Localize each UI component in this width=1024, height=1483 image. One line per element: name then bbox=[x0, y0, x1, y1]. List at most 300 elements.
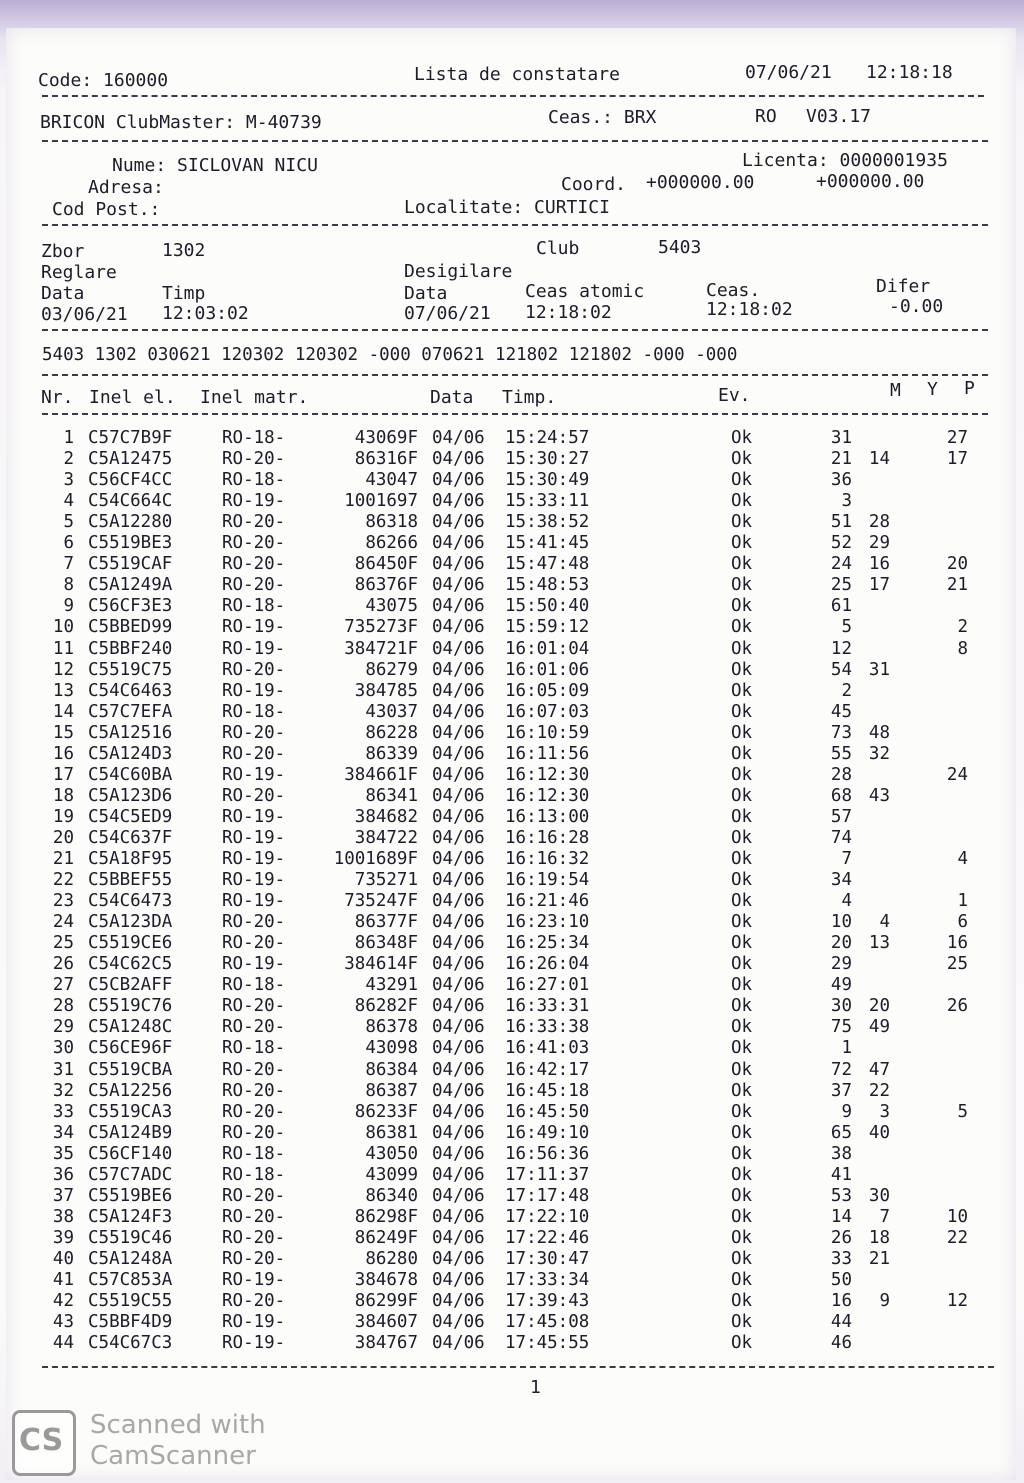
ring-number: 86376F bbox=[354, 575, 418, 596]
row-number: 2 bbox=[63, 449, 74, 470]
arrival-time: 16:11:56 bbox=[505, 743, 590, 764]
table-row bbox=[0, 786, 1000, 807]
rank-m: 45 bbox=[830, 701, 852, 722]
arrival-time: 16:12:30 bbox=[505, 785, 590, 806]
table-row bbox=[0, 596, 1000, 617]
clock-type: Ceas.: BRX bbox=[548, 107, 657, 128]
table-row bbox=[0, 702, 1000, 723]
table-row bbox=[0, 1081, 1000, 1102]
electronic-ring: C5A12280 bbox=[88, 512, 173, 533]
ring-number: 86249F bbox=[354, 1227, 418, 1248]
table-row bbox=[0, 912, 1000, 933]
electronic-ring: C57C853A bbox=[88, 1270, 173, 1290]
electronic-ring: C54C62C5 bbox=[88, 954, 173, 975]
table-row bbox=[0, 975, 1000, 996]
electronic-ring: C54C637F bbox=[88, 827, 173, 848]
row-number: 29 bbox=[52, 1017, 74, 1038]
camscanner-logo: CS bbox=[12, 1410, 76, 1476]
setting-date: 03/06/21 bbox=[41, 304, 128, 325]
rank-m: 31 bbox=[830, 428, 852, 448]
electronic-ring: C54C67C3 bbox=[88, 1333, 173, 1354]
table-row bbox=[0, 512, 1000, 533]
rank-m: 3 bbox=[841, 491, 852, 512]
rank-m: 52 bbox=[830, 533, 852, 554]
electronic-ring: C5519C76 bbox=[88, 996, 173, 1017]
table-row bbox=[0, 1123, 1000, 1144]
rank-m: 10 bbox=[830, 912, 852, 933]
rank-m: 28 bbox=[830, 764, 852, 785]
row-number: 24 bbox=[52, 912, 74, 933]
event-status: Ok bbox=[731, 743, 753, 764]
ring-number: 86280 bbox=[365, 1248, 418, 1269]
event-status: Ok bbox=[731, 996, 753, 1017]
electronic-ring: C5A123DA bbox=[88, 912, 173, 933]
electronic-ring: C5BBF240 bbox=[88, 638, 173, 659]
rank-m: 1 bbox=[841, 1038, 852, 1059]
divider bbox=[42, 329, 988, 331]
electronic-ring: C5BBF4D9 bbox=[88, 1312, 173, 1333]
divider bbox=[42, 224, 988, 226]
ring-prefix: RO-20- bbox=[222, 533, 286, 554]
rank-y: 47 bbox=[868, 1059, 890, 1080]
row-number: 10 bbox=[52, 617, 74, 638]
rank-y: 32 bbox=[868, 743, 890, 764]
ring-prefix: RO-20- bbox=[222, 512, 286, 533]
rank-m: 26 bbox=[830, 1227, 852, 1248]
divider bbox=[42, 1366, 994, 1368]
rank-p: 1 bbox=[957, 891, 968, 912]
ring-number: 86298F bbox=[354, 1206, 418, 1227]
col-data: Data bbox=[430, 387, 474, 408]
rank-m: 21 bbox=[830, 449, 852, 470]
rank-m: 30 bbox=[830, 996, 852, 1017]
rank-m: 61 bbox=[830, 596, 852, 617]
rank-y: 31 bbox=[868, 659, 890, 680]
arrival-time: 16:21:46 bbox=[505, 891, 590, 912]
rank-m: 34 bbox=[830, 870, 852, 891]
row-number: 11 bbox=[52, 638, 74, 659]
event-status: Ok bbox=[731, 1333, 753, 1354]
ring-number: 86378 bbox=[365, 1017, 418, 1038]
arrival-time: 16:27:01 bbox=[505, 975, 590, 996]
rank-m: 33 bbox=[830, 1248, 852, 1269]
ring-prefix: RO-19- bbox=[222, 1333, 286, 1354]
col-ev: Ev. bbox=[718, 385, 751, 406]
arrival-time: 15:30:49 bbox=[505, 470, 590, 491]
ring-prefix: RO-20- bbox=[222, 933, 286, 954]
table-row bbox=[0, 723, 1000, 744]
ring-number: 86348F bbox=[354, 933, 418, 954]
ring-prefix: RO-20- bbox=[222, 1122, 286, 1143]
arrival-time: 15:33:11 bbox=[505, 491, 590, 512]
arrival-time: 15:50:40 bbox=[505, 596, 590, 617]
locality: Localitate: CURTICI bbox=[404, 197, 610, 218]
arrival-date: 04/06 bbox=[432, 1206, 485, 1227]
event-status: Ok bbox=[731, 891, 753, 912]
rank-p: 26 bbox=[946, 996, 968, 1017]
col-inel-matr: Inel matr. bbox=[200, 387, 309, 408]
table-row bbox=[0, 1017, 1000, 1038]
arrival-time: 17:30:47 bbox=[505, 1248, 590, 1269]
row-number: 33 bbox=[52, 1101, 74, 1122]
atomic-clock-time: 12:18:02 bbox=[525, 302, 612, 323]
row-number: 37 bbox=[52, 1185, 74, 1206]
electronic-ring: C54C6463 bbox=[88, 680, 173, 701]
event-status: Ok bbox=[731, 764, 753, 785]
arrival-date: 04/06 bbox=[432, 975, 485, 996]
row-number: 40 bbox=[52, 1248, 74, 1269]
table-row bbox=[0, 1228, 1000, 1249]
club-number: 5403 bbox=[658, 237, 702, 258]
arrival-date: 04/06 bbox=[432, 1017, 485, 1038]
rank-p: 5 bbox=[957, 1101, 968, 1122]
ring-prefix: RO-18- bbox=[222, 470, 286, 491]
ring-number: 86341 bbox=[365, 785, 418, 806]
encoded-flight-line: 5403 1302 030621 120302 120302 -000 070621 121802 121802 -000 -000 bbox=[42, 345, 738, 365]
arrival-time: 16:13:00 bbox=[505, 806, 590, 827]
event-status: Ok bbox=[731, 1101, 753, 1122]
table-row bbox=[0, 1165, 1000, 1186]
electronic-ring: C5A124F3 bbox=[88, 1206, 173, 1227]
ring-number: 1001689F bbox=[333, 849, 418, 869]
arrival-time: 16:19:54 bbox=[505, 870, 590, 891]
row-number: 19 bbox=[52, 806, 74, 827]
row-number: 4 bbox=[63, 491, 74, 512]
table-row bbox=[0, 681, 1000, 702]
event-status: Ok bbox=[731, 806, 753, 827]
row-number: 7 bbox=[63, 554, 74, 575]
row-number: 15 bbox=[52, 722, 74, 743]
arrival-date: 04/06 bbox=[432, 785, 485, 806]
arrival-time: 15:59:12 bbox=[505, 617, 590, 638]
table-row bbox=[0, 660, 1000, 681]
row-number: 36 bbox=[52, 1164, 74, 1185]
ring-number: 384722 bbox=[354, 827, 418, 848]
rank-m: 16 bbox=[830, 1291, 852, 1312]
rank-m: 55 bbox=[830, 743, 852, 764]
arrival-date: 04/06 bbox=[432, 870, 485, 891]
table-row bbox=[0, 849, 1000, 870]
rank-p: 6 bbox=[957, 912, 968, 933]
electronic-ring: C5A1248A bbox=[88, 1248, 173, 1269]
ring-prefix: RO-19- bbox=[222, 638, 286, 659]
country-code: RO bbox=[755, 106, 777, 127]
row-number: 22 bbox=[52, 870, 74, 891]
rank-y: 43 bbox=[868, 785, 890, 806]
event-status: Ok bbox=[731, 638, 753, 659]
arrival-date: 04/06 bbox=[432, 596, 485, 617]
ring-number: 43098 bbox=[365, 1038, 418, 1059]
rank-y: 14 bbox=[868, 449, 890, 470]
atomic-clock-label: Ceas atomic bbox=[525, 281, 645, 302]
arrival-date: 04/06 bbox=[432, 1122, 485, 1143]
rank-y: 20 bbox=[868, 996, 890, 1017]
table-row bbox=[0, 617, 1000, 638]
rank-y: 29 bbox=[868, 533, 890, 554]
electronic-ring: C5A18F95 bbox=[88, 849, 173, 869]
rank-m: 54 bbox=[830, 659, 852, 680]
row-number: 18 bbox=[52, 785, 74, 806]
ring-number: 384607 bbox=[354, 1312, 418, 1333]
row-number: 8 bbox=[63, 575, 74, 596]
table-row bbox=[0, 491, 1000, 512]
table-row bbox=[0, 1270, 1000, 1291]
print-date: 07/06/21 bbox=[745, 62, 832, 83]
clock-label: Ceas. bbox=[706, 280, 761, 301]
arrival-time: 15:41:45 bbox=[505, 533, 590, 554]
ring-number: 43075 bbox=[365, 596, 418, 617]
table-row bbox=[0, 1038, 1000, 1059]
ring-number: 86450F bbox=[354, 554, 418, 575]
rank-m: 4 bbox=[841, 891, 852, 912]
event-status: Ok bbox=[731, 1017, 753, 1038]
rank-m: 20 bbox=[830, 933, 852, 954]
ring-number: 86340 bbox=[365, 1185, 418, 1206]
ring-prefix: RO-19- bbox=[222, 827, 286, 848]
table-row bbox=[0, 1291, 1000, 1312]
row-number: 30 bbox=[52, 1038, 74, 1059]
table-row bbox=[0, 765, 1000, 786]
rank-p: 21 bbox=[946, 575, 968, 596]
event-status: Ok bbox=[731, 554, 753, 575]
ring-number: 384661F bbox=[344, 764, 418, 785]
event-status: Ok bbox=[731, 659, 753, 680]
ring-number: 43291 bbox=[365, 975, 418, 996]
arrival-date: 04/06 bbox=[432, 680, 485, 701]
col-y: Y bbox=[927, 379, 938, 400]
rank-p: 20 bbox=[946, 554, 968, 575]
col-nr: Nr. bbox=[41, 387, 74, 408]
event-status: Ok bbox=[731, 1312, 753, 1333]
event-status: Ok bbox=[731, 722, 753, 743]
event-status: Ok bbox=[731, 470, 753, 491]
ring-number: 43037 bbox=[365, 701, 418, 722]
firmware-version: V03.17 bbox=[806, 106, 872, 127]
row-number: 25 bbox=[52, 933, 74, 954]
ring-prefix: RO-20- bbox=[222, 912, 286, 933]
table-row bbox=[0, 639, 1000, 660]
arrival-date: 04/06 bbox=[432, 1291, 485, 1312]
ring-number: 735273F bbox=[344, 617, 418, 638]
electronic-ring: C5A12516 bbox=[88, 722, 173, 743]
event-status: Ok bbox=[731, 870, 753, 891]
electronic-ring: C5519CAF bbox=[88, 554, 173, 575]
ring-number: 86384 bbox=[365, 1059, 418, 1080]
arrival-time: 17:11:37 bbox=[505, 1164, 590, 1185]
table-row bbox=[0, 533, 1000, 554]
row-number: 9 bbox=[63, 596, 74, 617]
ring-prefix: RO-20- bbox=[222, 996, 286, 1017]
arrival-date: 04/06 bbox=[432, 764, 485, 785]
ring-number: 43050 bbox=[365, 1143, 418, 1164]
row-number: 1 bbox=[63, 428, 74, 448]
table-row bbox=[0, 1102, 1000, 1123]
arrival-time: 16:16:32 bbox=[505, 849, 590, 869]
event-status: Ok bbox=[731, 975, 753, 996]
event-status: Ok bbox=[731, 785, 753, 806]
electronic-ring: C56CF3E3 bbox=[88, 596, 173, 617]
ring-number: 384767 bbox=[354, 1333, 418, 1354]
row-number: 28 bbox=[52, 996, 74, 1017]
license-number: Licenta: 0000001935 bbox=[742, 150, 948, 171]
ring-number: 86381 bbox=[365, 1122, 418, 1143]
unsealing-label: Desigilare bbox=[404, 261, 513, 282]
ring-prefix: RO-19- bbox=[222, 617, 286, 638]
electronic-ring: C5BBEF55 bbox=[88, 870, 173, 891]
event-status: Ok bbox=[731, 1122, 753, 1143]
ring-number: 86377F bbox=[354, 912, 418, 933]
rank-m: 72 bbox=[830, 1059, 852, 1080]
rank-p: 27 bbox=[946, 428, 968, 448]
arrival-date: 04/06 bbox=[432, 1038, 485, 1059]
arrival-date: 04/06 bbox=[432, 827, 485, 848]
rank-m: 57 bbox=[830, 806, 852, 827]
ring-number: 86228 bbox=[365, 722, 418, 743]
ring-number: 86282F bbox=[354, 996, 418, 1017]
electronic-ring: C5A1249A bbox=[88, 575, 173, 596]
ring-prefix: RO-18- bbox=[222, 701, 286, 722]
ring-number: 1001697 bbox=[344, 491, 418, 512]
arrival-time: 17:17:48 bbox=[505, 1185, 590, 1206]
arrival-time: 16:56:36 bbox=[505, 1143, 590, 1164]
table-row bbox=[0, 1333, 1000, 1354]
ring-prefix: RO-20- bbox=[222, 1101, 286, 1122]
rank-p: 16 bbox=[946, 933, 968, 954]
arrival-time: 16:10:59 bbox=[505, 722, 590, 743]
ring-prefix: RO-20- bbox=[222, 1291, 286, 1312]
arrival-time: 16:49:10 bbox=[505, 1122, 590, 1143]
arrival-time: 16:26:04 bbox=[505, 954, 590, 975]
address-label: Adresa: bbox=[88, 177, 164, 198]
coord-x: +000000.00 bbox=[646, 172, 755, 193]
electronic-ring: C5519C75 bbox=[88, 659, 173, 680]
event-status: Ok bbox=[731, 617, 753, 638]
rank-y: 13 bbox=[868, 933, 890, 954]
ring-prefix: RO-20- bbox=[222, 1059, 286, 1080]
event-status: Ok bbox=[731, 849, 753, 869]
event-status: Ok bbox=[731, 1206, 753, 1227]
rank-m: 38 bbox=[830, 1143, 852, 1164]
arrival-date: 04/06 bbox=[432, 1333, 485, 1354]
ring-prefix: RO-19- bbox=[222, 954, 286, 975]
ring-prefix: RO-18- bbox=[222, 428, 286, 448]
electronic-ring: C5A12475 bbox=[88, 449, 173, 470]
ring-number: 43099 bbox=[365, 1164, 418, 1185]
rank-y: 28 bbox=[868, 512, 890, 533]
event-status: Ok bbox=[731, 596, 753, 617]
ring-prefix: RO-19- bbox=[222, 891, 286, 912]
row-number: 17 bbox=[52, 764, 74, 785]
table-row bbox=[0, 933, 1000, 954]
arrival-time: 15:38:52 bbox=[505, 512, 590, 533]
arrival-time: 16:45:18 bbox=[505, 1080, 590, 1101]
arrival-date: 04/06 bbox=[432, 1227, 485, 1248]
rank-m: 2 bbox=[841, 680, 852, 701]
rank-m: 24 bbox=[830, 554, 852, 575]
event-status: Ok bbox=[731, 1248, 753, 1269]
col-p: P bbox=[964, 378, 975, 399]
arrival-date: 04/06 bbox=[432, 806, 485, 827]
electronic-ring: C5CB2AFF bbox=[88, 975, 173, 996]
event-status: Ok bbox=[731, 1185, 753, 1206]
electronic-ring: C54C664C bbox=[88, 491, 173, 512]
col-m: M bbox=[890, 380, 901, 401]
rank-m: 50 bbox=[830, 1270, 852, 1290]
ring-prefix: RO-18- bbox=[222, 1143, 286, 1164]
page-number: 1 bbox=[530, 1377, 541, 1398]
electronic-ring: C57C7EFA bbox=[88, 701, 173, 722]
row-number: 27 bbox=[52, 975, 74, 996]
rank-m: 9 bbox=[841, 1101, 852, 1122]
table-row bbox=[0, 828, 1000, 849]
rank-y: 4 bbox=[879, 912, 890, 933]
rank-y: 17 bbox=[868, 575, 890, 596]
arrival-date: 04/06 bbox=[432, 1101, 485, 1122]
rank-m: 73 bbox=[830, 722, 852, 743]
arrival-date: 04/06 bbox=[432, 1248, 485, 1269]
event-status: Ok bbox=[731, 1059, 753, 1080]
ring-prefix: RO-20- bbox=[222, 1206, 286, 1227]
row-number: 23 bbox=[52, 891, 74, 912]
row-number: 41 bbox=[52, 1270, 74, 1290]
arrival-time: 16:05:09 bbox=[505, 680, 590, 701]
electronic-ring: C5519C55 bbox=[88, 1291, 173, 1312]
event-status: Ok bbox=[731, 680, 753, 701]
arrival-date: 04/06 bbox=[432, 891, 485, 912]
arrival-time: 16:07:03 bbox=[505, 701, 590, 722]
event-status: Ok bbox=[731, 575, 753, 596]
table-row bbox=[0, 870, 1000, 891]
ring-number: 86266 bbox=[365, 533, 418, 554]
arrival-date: 04/06 bbox=[432, 1270, 485, 1290]
event-status: Ok bbox=[731, 933, 753, 954]
rank-y: 21 bbox=[868, 1248, 890, 1269]
difference-label: Difer bbox=[876, 276, 931, 297]
setting-time-label: Timp bbox=[162, 283, 206, 304]
row-number: 14 bbox=[52, 701, 74, 722]
ring-prefix: RO-19- bbox=[222, 849, 286, 869]
arrival-date: 04/06 bbox=[432, 470, 485, 491]
arrival-date: 04/06 bbox=[432, 722, 485, 743]
rank-m: 12 bbox=[830, 638, 852, 659]
arrival-time: 15:24:57 bbox=[505, 428, 590, 448]
table-row bbox=[0, 1186, 1000, 1207]
rank-m: 14 bbox=[830, 1206, 852, 1227]
electronic-ring: C54C5ED9 bbox=[88, 806, 173, 827]
ring-prefix: RO-20- bbox=[222, 1017, 286, 1038]
rank-y: 49 bbox=[868, 1017, 890, 1038]
electronic-ring: C5A124B9 bbox=[88, 1122, 173, 1143]
table-row bbox=[0, 1207, 1000, 1228]
ring-prefix: RO-19- bbox=[222, 1312, 286, 1333]
ring-prefix: RO-18- bbox=[222, 1038, 286, 1059]
ring-number: 384682 bbox=[354, 806, 418, 827]
arrival-time: 16:12:30 bbox=[505, 764, 590, 785]
rank-m: 44 bbox=[830, 1312, 852, 1333]
row-number: 5 bbox=[63, 512, 74, 533]
rank-m: 53 bbox=[830, 1185, 852, 1206]
rank-y: 18 bbox=[868, 1227, 890, 1248]
arrival-date: 04/06 bbox=[432, 1185, 485, 1206]
ring-prefix: RO-20- bbox=[222, 554, 286, 575]
table-row bbox=[0, 1312, 1000, 1333]
ring-number: 86279 bbox=[365, 659, 418, 680]
rank-m: 7 bbox=[841, 849, 852, 869]
arrival-date: 04/06 bbox=[432, 912, 485, 933]
rank-m: 25 bbox=[830, 575, 852, 596]
event-status: Ok bbox=[731, 1038, 753, 1059]
event-status: Ok bbox=[731, 491, 753, 512]
